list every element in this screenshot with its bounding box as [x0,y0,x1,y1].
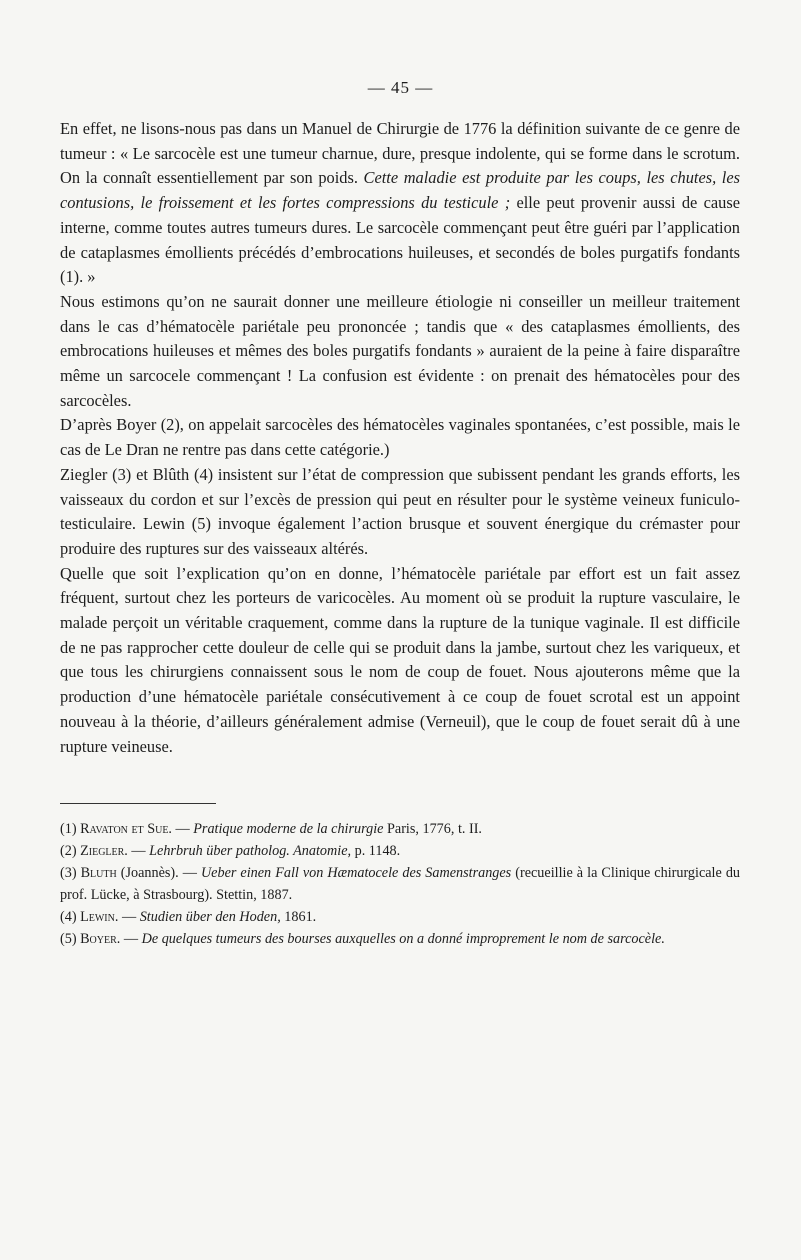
footnote-author: Boyer. [80,931,121,947]
footnote-1 [60,818,740,840]
footnote-separator-text: (Joannès). — [116,865,201,881]
paragraph-1 [60,117,740,290]
footnote-number: (5) [60,931,81,947]
footnote-number: (2) [60,843,81,859]
main-text [60,117,740,759]
paragraph-3: D’après Boyer (2), on appelait sarcocèles des hématocèles vaginales spontanées, c’est possible, mais le cas de Le Dran ne rentre pas dans cette catégorie.) [60,415,740,460]
footnote-separator-text: — [120,931,142,947]
footnote-author: Ravaton et Sue. [80,821,172,837]
footnote-5 [60,928,740,950]
footnote-title: De quelques tumeurs des bourses auxquelles on a donné improprement le nom de sarcocèle. [141,931,665,947]
footnote-separator [60,803,216,804]
footnote-details: (recueillie à la Clinique chirurgicale du prof. Lücke, à Strasbourg). Stettin, 1887. [60,865,741,903]
paragraph-4: Ziegler (3) et Blûth (4) insistent sur l’état de compression que subissent pendant les grands efforts, les vaisseaux du cordon et sur l’excès de pression qui peut en résulter pour le système veineux funiculo-testiculaire. Lewin (5) invoque également l’action brusque et souvent énergique du crémaster pour produire des ruptures sur des vaisseaux altérés. [60,464,740,558]
paragraph-5: Quelle que soit l’explication qu’on en donne, l’hématocèle pariétale par effort est un fait assez fréquent, surtout chez les porteurs de varicocèles. Au moment où se produit la rupture vasculaire, le malade perçoit un véritable craquement, comme dans la rupture de la tunique vaginale. Il est difficile de ne pas rapprocher cette douleur de celle qui se produit dans la jambe, surtout chez les variqueux, et que tous les chirurgiens connaissent sous le nom de coup de fouet. Nous ajouterons même que la production d’une hématocèle pariétale consécutivement à ce coup de fouet scrotal est un appoint nouveau à la théorie, d’ailleurs généralement admise (Verneuil), que le coup de fouet serait dû à une rupture veineuse. [60,563,740,756]
footnote-details: 1861. [280,909,317,925]
footnote-number: (1) [60,821,81,837]
footnote-2 [60,840,740,862]
footnote-details: p. 1148. [351,843,401,859]
footnote-number: (4) [60,909,81,925]
footnote-separator-text: — [127,843,150,859]
footnote-title: Studien über den Hoden, [139,909,281,925]
footnote-author: Lewin. [80,909,119,925]
footnote-title: Ueber einen Fall von Hæmatocele des Samenstranges [200,865,512,881]
footnote-4 [60,906,740,928]
paragraph-2: Nous estimons qu’on ne saurait donner une meilleure étiologie ni conseiller un meilleur traitement dans le cas d’hématocèle pariétale peu prononcée ; tandis que « des cataplasmes émollients, des embrocations huileuses et mêmes des boles purgatifs fondants » auraient de la peine à faire disparaître même un sarcocele commençant ! La confusion est évidente : on prenait des hématocèles pour des sarcocèles. [60,291,740,410]
footnote-title: Lehrbruh über patholog. Anatomie, [149,843,352,859]
footnote-3 [60,862,740,906]
paragraph-1-part-a: En effet, ne lisons-nous pas dans un Manuel de Chirurgie de 1776 la définition suivante de ce genre de tumeur : « Le sarcocèle est une tumeur charnue, dure, presque indolente, qui se forme dans le scrotum. On la connaît essentiellement par son poids. [60,119,740,188]
footnote-author: Ziegler. [80,843,128,859]
footnote-number: (3) [60,865,81,881]
footnote-details: Paris, 1776, t. II. [383,821,482,837]
footnote-separator-text: — [171,821,194,837]
page-number: — 45 — [367,78,434,97]
paragraph-1-italic-quote: Cette maladie est produite par les coups, les chutes, les contusions, le froissement et les fortes compressions du testicule ; [60,168,740,213]
footnotes [60,818,740,950]
footnote-author: Bluth [80,865,117,881]
paragraph-1-part-c: elle peut provenir aussi de cause interne, comme toutes autres tumeurs dures. Le sarcocèle commençant peut être guéri par l’application de cataplasmes émollients précédés d’embrocations huileuses, et secondés de boles purgatifs fondants (1). » [60,193,740,287]
footnote-title: Pratique moderne de la chirurgie [193,821,384,837]
footnote-separator-text: — [118,909,140,925]
